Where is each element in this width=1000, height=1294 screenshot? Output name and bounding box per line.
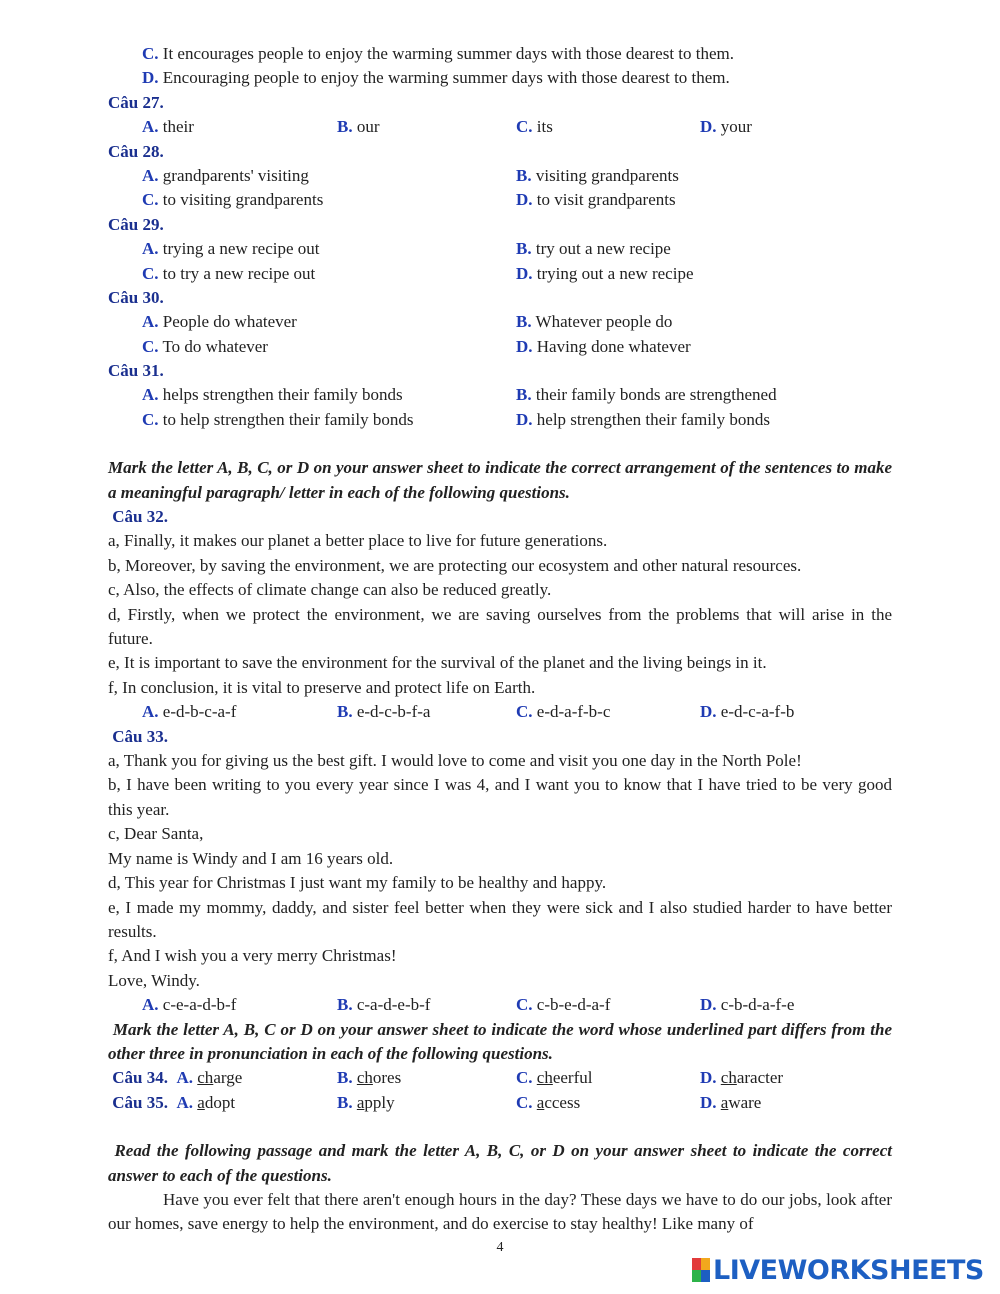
option-row: [108, 66, 892, 90]
question-label: Câu 32.: [112, 507, 168, 527]
logo-icon: [692, 1258, 710, 1282]
option-row: [108, 700, 892, 724]
option-row: [108, 262, 892, 286]
question-label: Câu 33.: [112, 726, 168, 746]
option-a[interactable]: A.: [176, 1092, 194, 1112]
option-c[interactable]: C. to visiting grandparents: [142, 190, 324, 210]
option-a[interactable]: A. their: [142, 117, 194, 137]
reading-passage: Have you ever felt that there aren't enough hours in the day? These days we have to do our jobs, look after our homes, save energy to help the environment, and do exercise to stay healthy! Like many of: [108, 1189, 892, 1234]
sentence: a, Finally, it makes our planet a better place to live for future generations.: [108, 531, 608, 551]
option-d[interactable]: D. to visit grandparents: [516, 190, 676, 210]
question-label: Câu 34.: [112, 1068, 168, 1088]
option-a[interactable]: A.: [176, 1068, 194, 1088]
option-row: [108, 310, 892, 334]
section-instruction: Read the following passage and mark the letter A, B, C, or D on your answer sheet to indicate the correct answer to each of the questions.: [108, 1141, 892, 1185]
option-row: Câu 35. A. adopt B. apply C. access D. aware: [108, 1091, 892, 1115]
option-row: [108, 42, 892, 66]
sentence: c, Also, the effects of climate change can also be reduced greatly.: [108, 580, 552, 600]
option-c[interactable]: C. To do whatever: [142, 336, 268, 356]
option-c[interactable]: C. cheerful: [516, 1068, 593, 1088]
option-row: [108, 993, 892, 1017]
page-number: 4: [496, 1240, 504, 1255]
liveworksheets-logo: [692, 1254, 984, 1286]
option-d[interactable]: D. aware: [700, 1092, 762, 1112]
question-label: Câu 29.: [108, 214, 164, 234]
option-b[interactable]: B. try out a new recipe: [516, 239, 671, 259]
option-letter: C.: [142, 44, 159, 63]
option-b[interactable]: B. c-a-d-e-b-f: [337, 995, 431, 1015]
option-a[interactable]: A. trying a new recipe out: [142, 239, 320, 259]
option-d[interactable]: D. e-d-c-a-f-b: [700, 702, 795, 722]
option-d[interactable]: D. character: [700, 1068, 784, 1088]
question-label: Câu 30.: [108, 287, 164, 307]
option-row: [108, 383, 892, 407]
option-c[interactable]: C. to help strengthen their family bonds: [142, 409, 414, 429]
section-instruction: Mark the letter A, B, C or D on your answer sheet to indicate the word whose underlined part differs from the other three in pronunciation in each of the following questions.: [108, 1019, 892, 1063]
option-b[interactable]: B. their family bonds are strengthened: [516, 385, 777, 405]
option-d[interactable]: D. your: [700, 117, 752, 137]
question-label: Câu 35.: [112, 1092, 168, 1112]
option-c[interactable]: C. c-b-e-d-a-f: [516, 995, 611, 1015]
option-d[interactable]: D. help strengthen their family bonds: [516, 409, 771, 429]
option-b[interactable]: B. apply: [337, 1092, 395, 1112]
sentence: d, Firstly, when we protect the environment, we are saving ourselves from the problems that will arise in the future.: [108, 604, 892, 649]
option-row: [108, 335, 892, 359]
sentence: d, This year for Christmas I just want my family to be healthy and happy.: [108, 873, 607, 893]
question-label: Câu 31.: [108, 361, 164, 381]
option-text: It encourages people to enjoy the warming summer days with those dearest to them.: [158, 44, 735, 63]
question-label: Câu 28.: [108, 141, 164, 161]
option-c[interactable]: C. e-d-a-f-b-c: [516, 702, 611, 722]
option-row: [108, 188, 892, 212]
sentence: Love, Windy.: [108, 970, 200, 990]
sentence: b, I have been writing to you every year since I was 4, and I want you to know that I have tried to be very good this year.: [108, 775, 892, 819]
sentence: b, Moreover, by saving the environment, we are protecting our ecosystem and other natural resources.: [108, 555, 802, 575]
sentence: My name is Windy and I am 16 years old.: [108, 848, 394, 868]
option-c[interactable]: C. access: [516, 1092, 581, 1112]
option-row: Câu 34. A. charge B. chores C. cheerful D. character: [108, 1066, 892, 1090]
worksheet-page: [108, 42, 892, 1237]
option-b[interactable]: B. e-d-c-b-f-a: [337, 702, 431, 722]
option-c[interactable]: C. its: [516, 117, 553, 137]
option-text: Encouraging people to enjoy the warming summer days with those dearest to them.: [158, 68, 730, 88]
sentence: a, Thank you for giving us the best gift. I would love to come and visit you one day in the North Pole!: [108, 751, 802, 771]
option-b[interactable]: B. our: [337, 117, 380, 137]
option-a[interactable]: A. grandparents' visiting: [142, 165, 309, 185]
option-a[interactable]: A. e-d-b-c-a-f: [142, 702, 237, 722]
option-b[interactable]: B. Whatever people do: [516, 312, 673, 332]
option-row: [108, 164, 892, 188]
option-a[interactable]: A. helps strengthen their family bonds: [142, 385, 403, 405]
option-c[interactable]: C. to try a new recipe out: [142, 263, 316, 283]
option-a[interactable]: A. People do whatever: [142, 312, 297, 332]
option-a[interactable]: A. c-e-a-d-b-f: [142, 995, 237, 1015]
option-d[interactable]: D. Having done whatever: [516, 336, 691, 356]
sentence: e, I made my mommy, daddy, and sister feel better when they were sick and I also studied harder to have better results.: [108, 897, 892, 941]
option-letter: D.: [142, 68, 159, 88]
option-row: [108, 408, 892, 432]
sentence: f, In conclusion, it is vital to preserve and protect life on Earth.: [108, 677, 536, 697]
option-b[interactable]: B. visiting grandparents: [516, 165, 679, 185]
option-row: [108, 115, 892, 139]
option-d[interactable]: D. c-b-d-a-f-e: [700, 995, 795, 1015]
brand-name: LIVEWORKSHEETS: [713, 1254, 984, 1286]
sentence: f, And I wish you a very merry Christmas!: [108, 946, 397, 966]
option-row: [108, 237, 892, 261]
section-instruction: Mark the letter A, B, C, or D on your answer sheet to indicate the correct arrangement of the sentences to make a meaningful paragraph/ letter in each of the following questions.: [108, 458, 892, 502]
sentence: c, Dear Santa,: [108, 824, 204, 844]
sentence: e, It is important to save the environment for the survival of the planet and the living beings in it.: [108, 653, 767, 673]
question-label: Câu 27.: [108, 92, 164, 112]
option-d[interactable]: D. trying out a new recipe: [516, 263, 694, 283]
option-b[interactable]: B. chores: [337, 1068, 402, 1088]
